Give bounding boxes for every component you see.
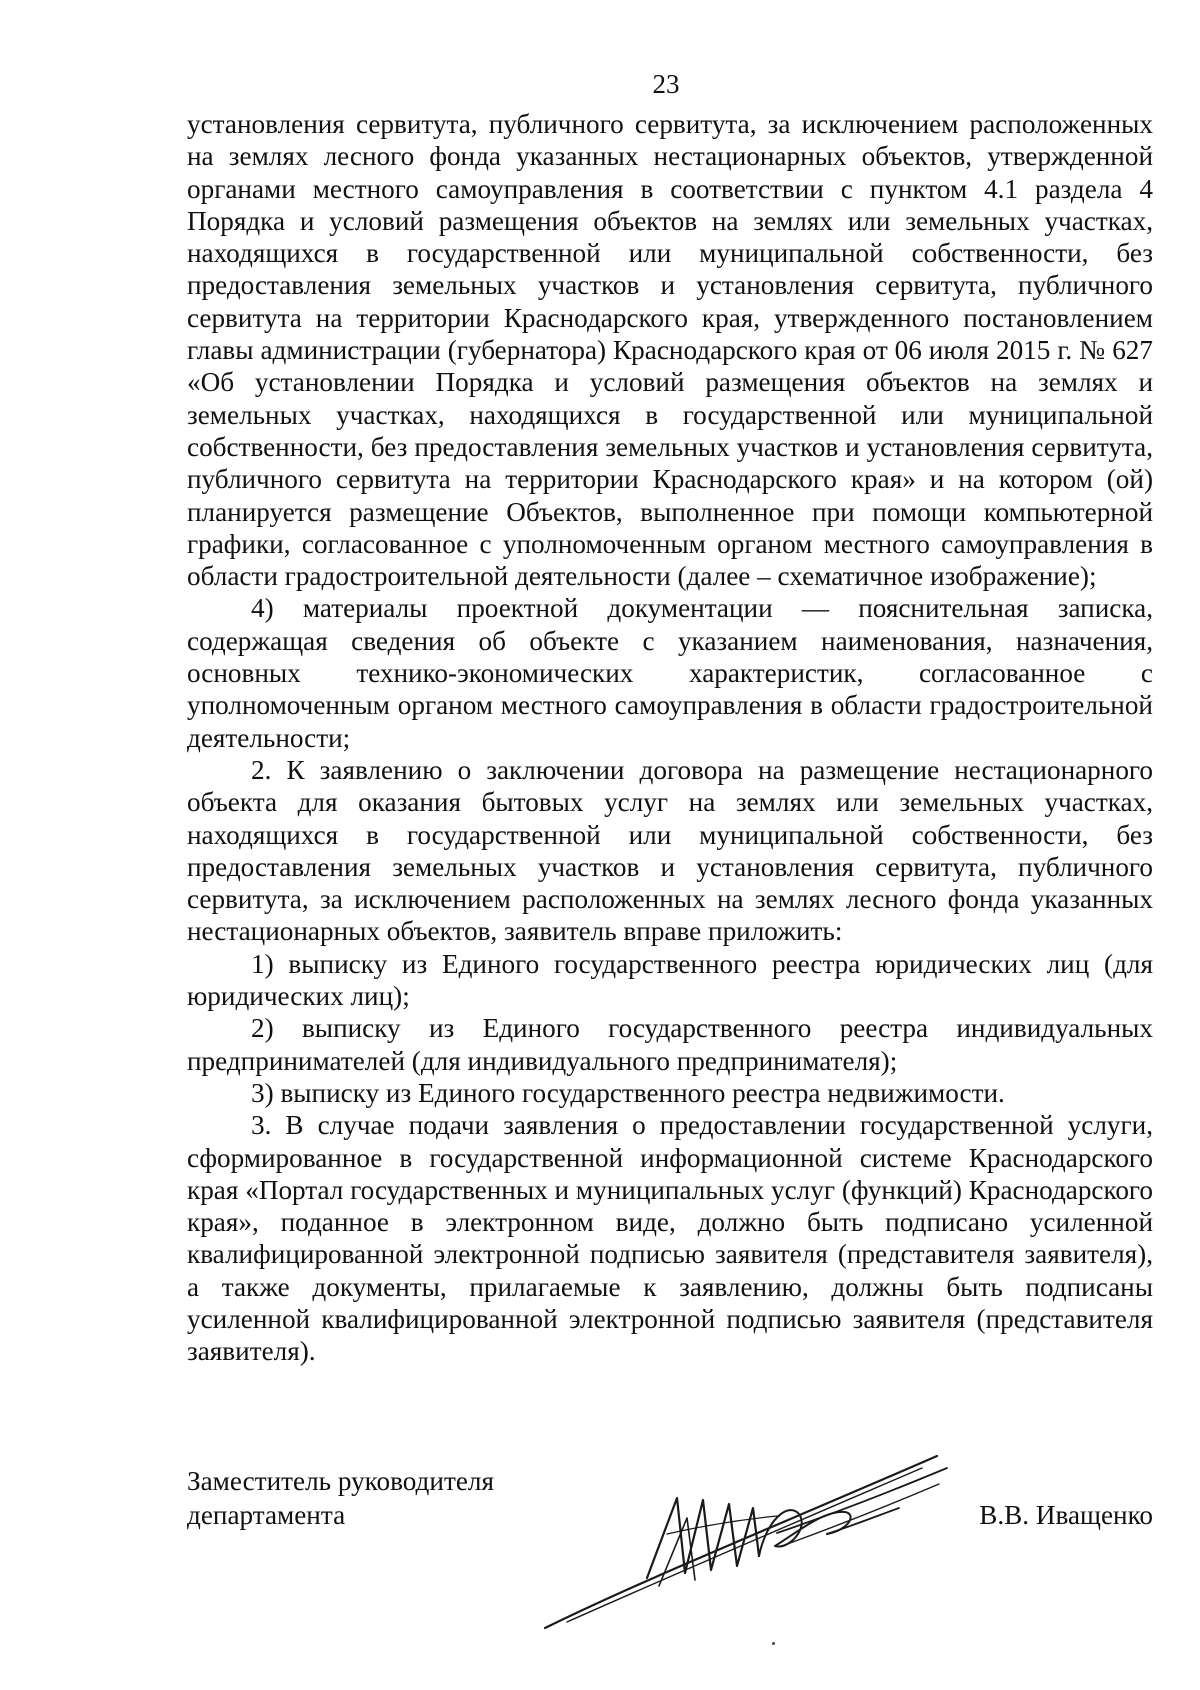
handwritten-signature: [527, 1438, 967, 1643]
signer-position: [187, 1464, 567, 1532]
scan-speck: [772, 1642, 775, 1645]
paragraph-schematic-image: установления сервитута, публичного сервитута, за исключением расположенных на землях лесного фонда указанных нестационарных объектов, утвержденной органами местного самоуправления в соответствии с пунктом 4.1 раздела 4 Порядка и условий размещения объектов на землях или земельных участках, находящихся в государственной или муниципальной собственности, без предоставления земельных участков и установления сервитута, публичного сервитута на территории Краснодарского края, утвержденного постановлением главы администрации (губернатора) Краснодарского края от 06 июля 2015 г. № 627 «Об установлении Порядка и условий размещения объектов на землях и земельных участках, находящихся в государственной или муниципальной собственности, без предоставления земельных участков и установления сервитута, публичного сервитута на территории Краснодарского края» и на котором (ой) планируется размещение Объектов, выполненное при помощи компьютерной графики, согласованное с уполномоченным органом местного самоуправления в области градостроительной деятельности (далее – схематичное изображение);: [187, 109, 1153, 592]
page-number: 23: [652, 69, 680, 99]
list-item-3-real-estate: 3) выписку из Единого государственного реестра недвижимости.: [251, 1077, 1005, 1108]
signer-position-line-1: Заместитель руководителя: [187, 1466, 494, 1496]
paragraph-clause-3: 3. В случае подачи заявления о предоставлении государственной услуги, сформированное в государственной информационной системе Краснодарского края «Портал государственных и муниципальных услуг (функций) Краснодарского края», поданное в электронном виде, должно быть подписано усиленной квалифицированной электронной подписью заявителя (представителя заявителя), а также документы, прилагаемые к заявлению, должны быть подписаны усиленной квалифицированной электронной подписью заявителя (представителя заявителя).: [187, 1110, 1153, 1367]
paragraph-item-4-project-materials: 4) материалы проектной документации — пояснительная записка, содержащая сведения об объекте с указанием наименования, назначения, основных технико-экономических характеристик, согласованное с уполномоченным органом местного самоуправления в области градостроительной деятельности;: [187, 593, 1153, 753]
document-body: [187, 108, 1153, 1368]
list-item-1-legal-entities: 1) выписку из Единого государственного реестра юридических лиц (для юридических лиц);: [187, 948, 1153, 1012]
signature-block: [187, 1464, 1153, 1664]
signer-name: В.В. Иващенко: [979, 1500, 1153, 1530]
signer-position-line-2: департамента: [187, 1500, 346, 1530]
paragraph-clause-2: 2. К заявлению о заключении договора на размещение нестационарного объекта для оказания бытовых услуг на землях или земельных участках, находящихся в государственной или муниципальной собственности, без предоставления земельных участков и установления сервитута, публичного сервитута, за исключением расположенных на землях лесного фонда указанных нестационарных объектов, заявитель вправе приложить:: [187, 754, 1153, 947]
list-item-2-entrepreneurs: 2) выписку из Единого государственного реестра индивидуальных предпринимателей (для индивидуального предпринимателя);: [187, 1013, 1153, 1076]
